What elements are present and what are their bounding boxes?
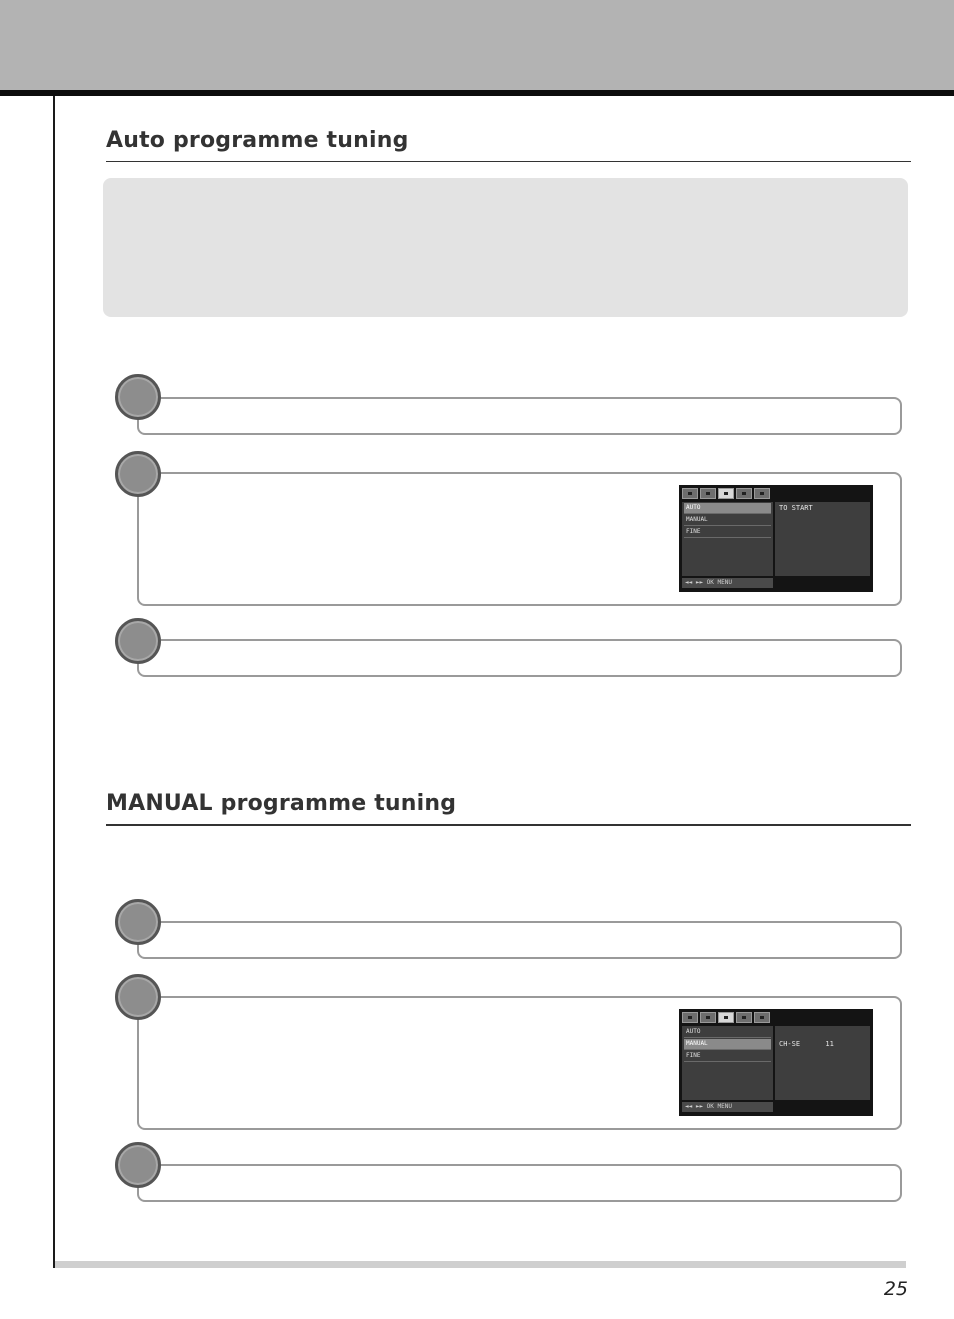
osd-panel <box>775 1026 870 1100</box>
osd-tab-icon <box>682 488 698 499</box>
section-title-auto: Auto programme tuning <box>106 128 409 153</box>
osd-tab-icon <box>700 488 716 499</box>
step-marker-manual-2 <box>115 974 161 1020</box>
osd-menu <box>682 502 773 576</box>
note-box <box>103 178 908 317</box>
osd-footer: ◄◄ ►► OK MENU <box>682 1102 773 1112</box>
osd-menu-item: AUTO <box>684 1027 771 1038</box>
step-marker-auto-1 <box>115 374 161 420</box>
header-band <box>0 0 954 90</box>
header-rule <box>0 90 954 96</box>
osd-panel-text: CH-SE 11 <box>779 1040 834 1048</box>
osd-tab-icon <box>700 1012 716 1023</box>
osd-panel-text: TO START <box>779 504 813 512</box>
osd-tab-icon <box>736 1012 752 1023</box>
section-rule-auto <box>106 161 911 162</box>
osd-tab-icon <box>736 488 752 499</box>
osd-menu-item: FINE <box>684 1051 771 1062</box>
step-marker-manual-3 <box>115 1142 161 1188</box>
osd-tab-icons <box>682 488 770 499</box>
osd-tab-icons <box>682 1012 770 1023</box>
osd-menu-item: FINE <box>684 527 771 538</box>
osd-footer: ◄◄ ►► OK MENU <box>682 578 773 588</box>
step-marker-auto-3 <box>115 618 161 664</box>
osd-menu-item: MANUAL <box>684 515 771 526</box>
section-title-manual: MANUAL programme tuning <box>106 791 457 816</box>
step-marker-manual-1 <box>115 899 161 945</box>
osd-screen-manual <box>679 1009 873 1116</box>
section-rule-manual <box>106 824 911 826</box>
step-box-auto-1 <box>137 397 902 435</box>
osd-tab-icon <box>718 1012 734 1023</box>
osd-tab-icon <box>754 488 770 499</box>
step-box-auto-3 <box>137 639 902 677</box>
osd-tab-icon <box>682 1012 698 1023</box>
osd-menu-item: MANUAL <box>684 1039 771 1050</box>
step-box-manual-1 <box>137 921 902 959</box>
osd-tab-icon <box>718 488 734 499</box>
left-margin-rule <box>53 96 55 1268</box>
step-marker-auto-2 <box>115 451 161 497</box>
osd-panel <box>775 502 870 576</box>
osd-menu-item: AUTO <box>684 503 771 514</box>
step-box-manual-3 <box>137 1164 902 1202</box>
osd-menu <box>682 1026 773 1100</box>
footer-bar <box>55 1261 906 1268</box>
osd-screen-auto <box>679 485 873 592</box>
osd-tab-icon <box>754 1012 770 1023</box>
page-number: 25 <box>883 1278 908 1300</box>
